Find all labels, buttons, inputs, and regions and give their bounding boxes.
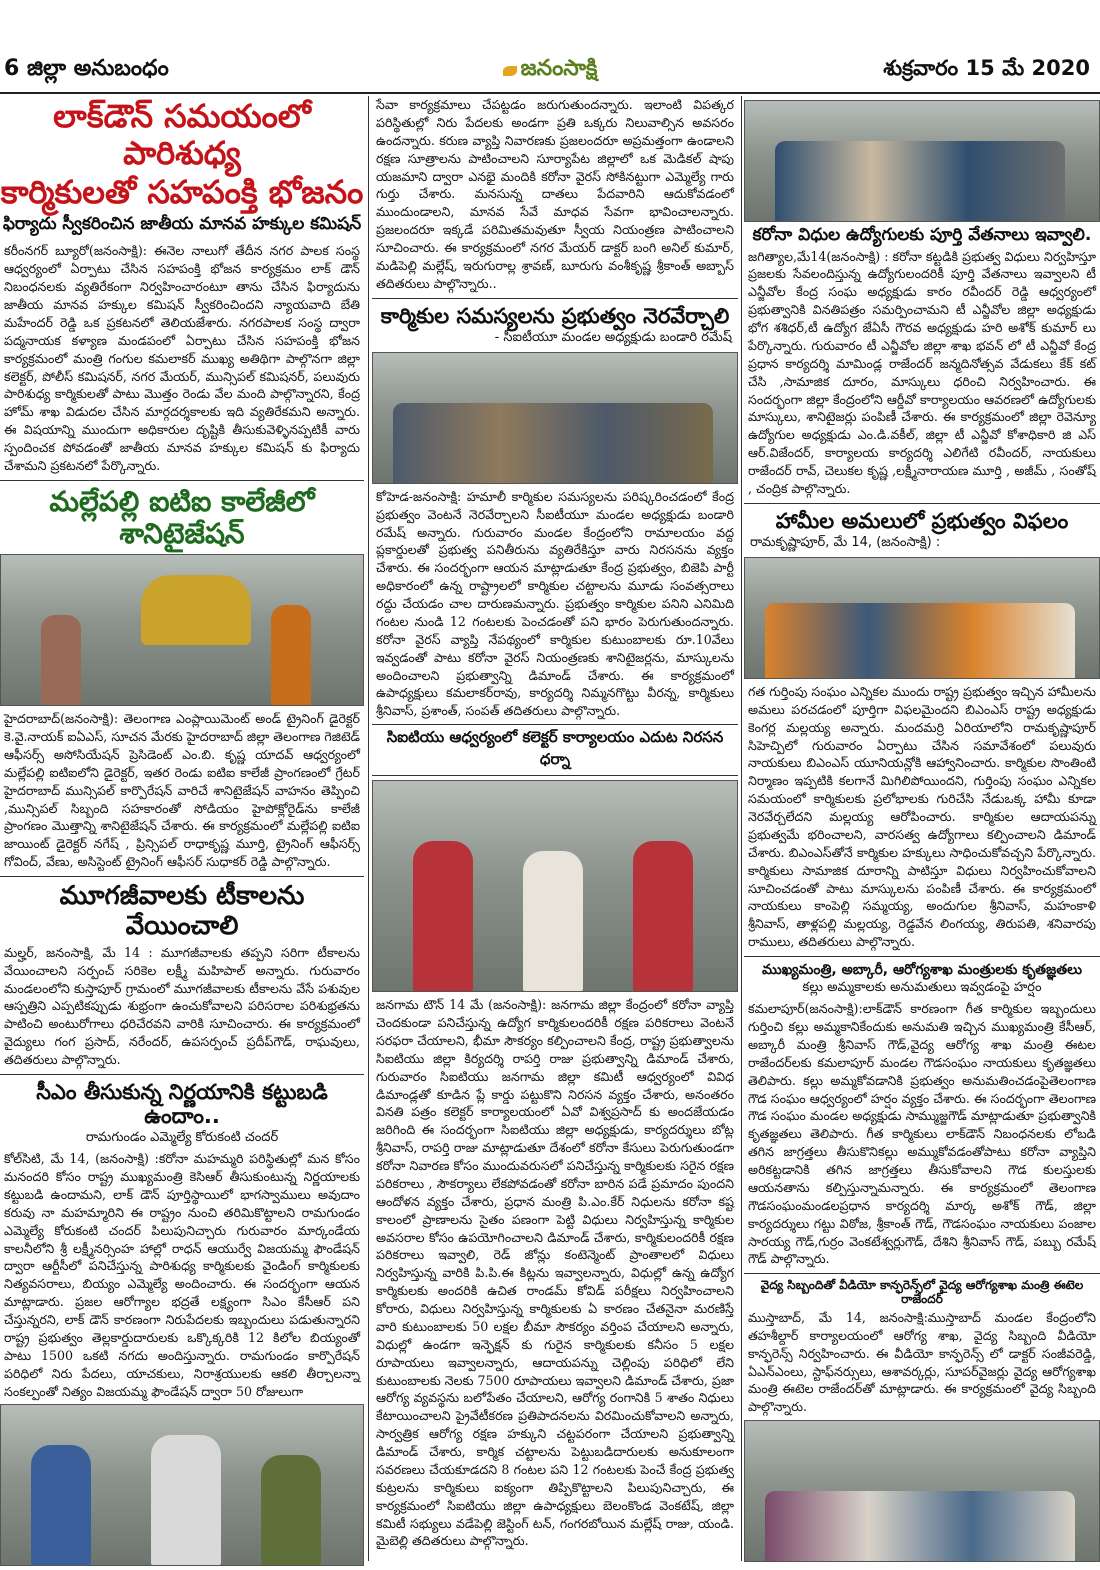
video-conference-photo [744, 1420, 1100, 1562]
headline-5-sub: - సీఐటీయూ మండల అధ్యక్షుడు బండారి రమేష్ [494, 329, 732, 345]
logo-text: జనంసాక్షి [520, 56, 598, 81]
article-7-body: జగిత్యాల,మే14(జనంసాక్షి) : కరోనా కట్టడికి ప్రభుత్వ విధులు నిర్వహిస్తూ ప్రజలకు సేవలందిస్తున్న ఉద్యోగులందరికీ పూర్తి వేతనాలు ఇవ్వాలని టీ ఎన్జీవోల కేంద్ర సంఘ అధ్యక్షుడు కారం రవీందర్ రెడ్డి ఆధ్వర్యంలో ప్రభుత్వానికి వినతిపత్రం సమర్పించామని టీ ఎన్జీవోల జిల్లా అధ్యక్షుడు భోగ శశిధర్,టీ ఉద్యోగ జేఏసీ గౌరవ అధ్యక్షుడు హరి అశోక్ కుమార్ లు పేర్కొన్నారు. గురువారం టీ ఎన్జీవోల జిల్లా శాఖ భవన్ లో టీ ఎన్జీవో కేంద్ర ప్రధాన కార్యదర్శి మామిండ్ల రాజేందర్ జన్మదినోత్సవ వేడుకలు కేక్ కట్ చేసి ,సామాజిక దూరం, మాస్కులు ధరించి నిర్వహించారు. ఈ సందర్భంగా జిల్లా కేంద్రంలోని ఆర్డీవో కార్యాలయం ఆవరణలో ఉద్యోగులకు మాస్కులు, శానిటైజర్లు పంపిణీ చేశారు. ఈ కార్యక్రమంలో జిల్లా రెవెన్యూ ఉద్యోగుల అధ్యక్షుడు ఎం.డి.వకీల్, జిల్లా టీ ఎన్జీవో కోశాధికారి జి ఎస్ ఆర్.విజేందర్, కార్యాలయ కార్యదర్శి ఎలిగేటి రవీందర్, నాయకులు రాజేందర్ రావ్, చెలుకల కృష్ణ ,లక్ష్మీనారాయణ మూర్తి , అజీమ్ , సంతోష్ , చంద్రిక పాల్గొన్నారు. [748, 248, 1096, 496]
article-10-body: ముస్తాబాద్, మే 14, జనంసాక్షి:ముస్తాబాద్ మండల కేంద్రంలోని తహశీల్దార్ కార్యాలయంలో ఆరోగ్య శాఖ, వైద్య సిబ్బంది వీడియో కాన్ఫరెన్స్ నిర్వహించారు. ఈ వీడియో కాన్ఫరెన్స్ లో డాక్టర్ సంజీవరెడ్డి, ఏఎన్ఎంలు, స్టాఫ్‌నర్సులు, ఆశావర్కర్లు, సూపర్‌వైజర్లు వైద్య ఆరోగ్యశాఖ మంత్రి ఈటెల రాజేందర్‌తో మాట్లాడారు. ఈ కార్యక్రమంలో వైద్య సిబ్బంది పాల్గొన్నారు. [748, 1309, 1096, 1415]
column-2 [372, 96, 738, 1550]
divider [744, 956, 1100, 957]
tanker-shape [141, 575, 251, 645]
collector-office-photo [372, 780, 738, 992]
divider [0, 1074, 364, 1075]
headline-5: కార్మికుల సమస్యలను ప్రభుత్వం నెరవేర్చాలి [380, 303, 730, 328]
masthead [0, 50, 1100, 94]
person-shape [41, 615, 81, 705]
article-9-body: కమలాపూర్(జనంసాక్షి):లాక్‌డౌన్ కారణంగా గీత కార్మికుల ఇబ్బందులు గుర్తించి కల్లు అమ్మకానికేందుకు అనుమతి ఇచ్చిన ముఖ్యమంత్రి కేసీఆర్, అబ్కారీ మంత్రి శ్రీనివాస్ గౌడ్,వైద్య ఆరోగ్య శాఖ మంత్రి ఈటల రాజేందర్‌లకు కమలాపూర్ మండల గౌడసంఘం నాయకులు కృతజ్ఞతలు తెలిపారు. కల్లు అమ్మకోవడానికి ప్రభుత్వం అనుమతించడంపైతెలంగాణ గౌడ సంఘం ఆధ్వర్యంలో హర్షం వ్యక్తం చేశారు. ఈ సందర్భంగా తెలంగాణ గౌడ సంఘం మండల అధ్యక్షుడు సామ్ముజ్జగౌడ్ మాట్లాడుతూ ప్రభుత్వానికి కృతజ్ఞతలు తెలిపారు. గీత కార్మికులు లాక్‌డౌన్ నిబంధనలకు లోబడి తగిన జాగ్రత్తలు తీసుకొనికల్లు అమ్ముకోవడంతోపాటు కరోనా వ్యాప్తిని అరికట్టడానికి తగిన జాగ్రత్తలు తీసుకోవాలని గౌడ కులస్తులకు ఆయనతాను కల్పిస్తున్నామన్నారు. ఈ కార్యక్రమంలో తెలంగాణ గౌడసంఘంమండలప్రధాన కార్యదర్శి మార్క అశోక్ గౌడ్, జిల్లా కార్యదర్శులు గట్టు విఠోజ, శ్రీకాంత్ గౌడ్, గౌడసంఘం నాయకులు పంజాల సారయ్య గౌడ్,గుర్రం వెంకటేశ్వర్లుగౌడ్, దేశిని శ్రీనివాస్ గౌడ్, పబ్బు రమేష్ గౌడ్ పాల్గొన్నారు. [748, 1001, 1096, 1267]
article-1-body: కరీంనగర్ బ్యూరో(జనంసాక్షి): ఈనెల నాలుగో తేదీన నగర పాలక సంస్థ ఆధ్వర్యంలో ఏర్పాటు చేసిన సహపంక్తి భోజన కార్యక్రమం లాక్ డౌన్ నిబంధనలకు వ్యతిరేకంగా నిర్వహించారంటూ తాను చేసిన ఫిర్యాదును జాతీయ మానవ హక్కుల కమిషన్ స్వీకరించిందని న్యాయవాది బేతి మహేందర్ రెడ్డి ఒక ప్రకటనలో తెలియజేశారు. నగరపాలక సంస్థ ద్వారా పద్మనాయక కళ్యాణ మండపంలో ఏర్పాటు చేసిన సహపంక్తి భోజన కార్యక్రమంలో మంత్రి గంగుల కమలాకర్ ముఖ్య అతిథిగా పాల్గొనగా జిల్లా కలెక్టర్, పోలీస్ కమిషనర్, నగర మేయర్, మున్సిపల్ కమిషనర్, పలువురు పారిశుధ్య కార్మికులతో పాటు మొత్తం రెండు వేల మంది పాల్గొన్నారని, కేంద్ర హోమ్ శాఖ విడుదల చేసిన మార్గదర్శకాలకు ఇది వ్యతిరేకమని అన్నారు. ఈ విషయాన్ని ముందుగా అధికారుల దృష్టికి తీసుకువెళ్ళినప్పటికీ వారు స్పందించక పోవడంతో జాతీయ మానవ హక్కుల కమిషన్ కు ఫిర్యాదు చేశామని ప్రకటనలో పేర్కొన్నారు. [4, 243, 360, 473]
sanitization-photo [0, 554, 364, 706]
article-2-body: హైదరాబాద్(జనంసాక్షి): తెలంగాణ ఎంప్లాయిమెంట్ అండ్ ట్రైనింగ్ డైరెక్టర్ కె.వై.నాయక్ ఐఏఎస్, సూచన మేరకు హైదరాబాద్ జిల్లా తెలంగాణ గెజిటెడ్ ఆఫీసర్స్ అసోసియేషన్ ప్రెసిడెంట్ ఎం.బి. కృష్ణ యాదవ్ ఆధ్వర్యంలో మల్లేపల్లి ఐటిఐలోని డైరెక్టర్, ఇతర రెండు ఐటిఐ కాలేజీ ప్రాంగణంలో గ్రేటర్ హైదరాబాద్ మున్సిపల్ కార్పొరేషన్ వారిచే శానిటైజేషన్ వాహనం తెప్పించి ,మున్సిపల్ సిబ్బంది సహకారంతో సోడియం హైపోక్లోరైడ్‌ను కాలేజీ ప్రాంగణం మొత్తాన్ని శానిటైజేషన్ చేశారు. ఈ కార్యక్రమంలో మల్లేపల్లి ఐటిఐ జాయింట్ డైరెక్టర్ నగేష్ , ప్రిన్సిపల్ రాధాకృష్ణ మూర్తి, ట్రైనింగ్ ఆఫీసర్స్ గోవింద్, వేణు, అసిస్టెంట్ ట్రైనింగ్ ఆఫీసర్ సుధాకర్ రెడ్డి పాల్గొన్నారు. [4, 711, 360, 870]
person-shape [413, 841, 473, 991]
group-shape [393, 403, 713, 483]
group-shape [775, 141, 1065, 221]
divider [0, 480, 364, 481]
column-3 [744, 96, 1100, 1566]
headline-1-line-1: లాక్‌డౌన్ సమయంలో పారిశుధ్య [53, 97, 311, 172]
article-6-body: జనగామ టౌన్ 14 మే (జనంసాక్షి): జనగామ జిల్లా కేంద్రంలో కరోనా వ్యాప్తి చెందకుండా పనిచేస్తున్న ఉద్యోగ కార్మికులందరికీ రక్షణ పరికరాలు వెంటనే సరఫరా చేయాలని, భీమా సౌకర్యం కల్పించాలని కేంద్ర, రాష్ట్ర ప్రభుత్వాలను సిఐటియు జిల్లా కిర్యదర్శి రాపర్తి రాజు ప్రభుత్వాన్ని డిమాండ్ చేశారు, గురువారం సిఐటియు జనగామ జిల్లా కమిటీ ఆధ్వర్యంలో వివిధ డిమాండ్లతో కూడిన ప్లే కార్డు పట్టుకొని నిరసన వ్యక్తం చేశారు, అనంతరం వినతి పత్రం కలెక్టర్ కార్యాలయంలో ఏవో విశ్వప్రసాద్ కు అందజేయడం జరిగింది ఈ సందర్భంగా సిఐటియు జిల్లా అధ్యక్షుడు, కార్యదర్శులు బోట్ల శ్రీనివాస్, రాపర్తి రాజు మాట్లాడుతూ దేశంలో కరోనా కేసులు పెరుగుతుండగా కరోనా నివారణ కోసం ముందువరుసలో పనిచేస్తున్న కార్మికులకు సరైన రక్షణ పరికరాలు , సౌకర్యాలు లేకపోవడంతో కరోనా బారిన పడే ప్రమాదం పుందని ఆందోళన వ్యక్తం చేశారు, ప్రధాన మంత్రి పి.ఎం.కేర్ నిధులను కరోనా కష్ట కాలంలో ప్రాణాలను సైతం పణంగా పెట్టి విధులు నిర్వహిస్తున్న కార్మికుల అవసరాల కోసం ఉపయోగించాలని డిమాండ్ చేశారు, కార్మికులందరికీ రక్షణ పరికరాలు ఇవ్వాలి, రెడ్ జోన్లు కంటెన్మెంట్ ప్రాంతాలలో విధులు నిర్వహిస్తున్న వారికి పి.పి.ఈ కిట్లను ఇవ్వాలన్నారు, విధుల్లో ఉన్న ఉద్యోగ కార్మికులకు అందరికి ఉచిత రాండమ్ కోవిడ్ పరీక్షలు నిర్వహించాలని కోరారు, విధులు నిర్వహిస్తున్న కార్మికులకు ఏ కారణం చేతనైనా మరణిస్తే వారి కుటుంబాలకు 50 లక్షల బీమా సౌకర్యం వర్తింప చేయాలని అన్నారు, విధుల్లో ఉండగా ఇన్ఫెక్షన్ కు గురైన కార్మికులకు కనీసం 5 లక్షల రూపాయలు ఇవ్వాలన్నారు, ఆదాయపన్ను చెల్లింపు పరిధిలో లేని కుటుంబాలకు నెలకు 7500 రూపాయలు ఇవ్వాలని డిమాండ్ చేశారు, ప్రజా ఆరోగ్య వ్యవస్థను బలోపేతం చేయాలని, ఆరోగ్య రంగానికి 5 శాతం నిధులు కేటాయించాలని ప్రైవేటీకరణ ప్రతిపాదనలను విరమించుకోవాలని అన్నారు, సార్వత్రిక ఆరోగ్య రక్షణ హక్కుని చట్టపరంగా చేయాలని ప్రభుత్వాన్ని డిమాండ్ చేశారు, కార్మిక చట్టాలను పెట్టుబడిదారులకు అనుకూలంగా సవరణలు చేయకూడదని 8 గంటల పని 12 గంటలకు పెంచే కేంద్ర ప్రభుత్వ కుట్రలను కార్మికులు ఐక్యంగా తిప్పికొట్టాలని పిలుపునిచ్చారు, ఈ కార్యక్రమంలో సిఐటియు జిల్లా ఉపాధ్యక్షులు బెలంకొండ వెంకటేష్, జిల్లా కమిటీ సభ్యులు వడేపెల్లి జెస్టింగ్ టన్, గంగరబోయిన మల్లేష్ రాజు, యండి. మైబెల్లి తదితరులు పాల్గొన్నారు. [376, 997, 734, 1549]
group-shape [765, 603, 1075, 678]
person-shape [523, 851, 583, 991]
headline-4-sub: రామగుండం ఎమ్మెల్యే కోరుకంటి చందర్ [85, 1130, 279, 1146]
headline-9-sub: కల్లు అమ్మకాలకు అనుమతులు ఇవ్వడంపై హర్షం [802, 980, 1042, 996]
person-shape [271, 605, 311, 705]
column-divider [368, 96, 369, 1561]
group-shape [765, 1491, 1075, 1561]
person-shape [633, 841, 693, 991]
headline-4: సీఎం తీసుకున్న నిర్ణయానికి కట్టుబడి ఉందాం.. [36, 1079, 328, 1129]
logo [480, 52, 620, 88]
article-4-body: కోల్‌సిటి, మే 14, (జనంసాక్షి) :కరోనా మహమ్మరి పరిస్థితుల్లో మన కోసం మనందరి కోసం రాష్ట్ర ముఖ్యమంత్రి కెసిఆర్ తీసుకుంటున్న నిర్ణయాలకు కట్టుబడి ఉందామని, లాక్ డౌన్ పూర్తిస్థాయిలో భాగస్వాములు అవుదాం కరువు నా మహమ్మారిని ఈ రాష్ట్రం నుంచి తరిమికొట్టాలని రామగుండం ఎమ్మెల్యే కోరుకంటి చందర్ పిలుపునిచ్చారు గురువారం మార్కండేయ కాలనీలోని శ్రీ లక్ష్మీనర్సింహ హాల్లో రాధన్ ఆయుర్వే విజయమ్మ ఫౌండేషన్ ద్వారా ఆర్టీసీలో పనిచేస్తున్న పారిశుధ్య కార్మికులకు వైండింగ్ కార్మికులకు నిత్యవసరాలు, బియ్యం ఎమ్మెల్యే అందించారు. ఈ సందర్భంగా ఆయన మాట్లాడారు. ప్రజల ఆరోగ్యాల భద్రతే లక్ష్యంగా సిఎం కేసీఆర్ పని చేస్తున్నరని, లాక్ డౌన్ కారణంగా నిరుపేదలకు ఇబ్బందులు పడుతున్నారని రాష్ట్ర ప్రభుత్వం తెల్లకార్డుదారులకు ఒక్కొక్కరికి 12 కిలోల బియ్యంతో పాటు 1500 ఒకటి నగదు అందిస్తున్నారు. రామగుండం కార్పొరేషన్ పరిధిలో నిరు పేదలు, యాచకులు, నిరాశ్రయులకు ఆకలి తీర్చాలన్నా సంకల్పంతో నిత్యం విజయమ్మ ఫౌండేషన్ ద్వారా 50 రోజులుగా [4, 1151, 360, 1399]
article-4-continued: సేవా కార్యక్రమాలు చేపట్టడం జరుగుతుందన్నారు. ఇలాంటి విపత్కర పరిస్థితుల్లో నిరు పేదలకు అండగా ప్రతి ఒక్కరు నిలువాల్సిన అవసరం ఉందన్నారు. కరుణ వ్యాప్తి నివారణకు ప్రజలందరూ అప్రమత్తంగా ఉండాలని రక్షణ సూత్రాలను పాటించాలని సూర్యాపేట జిల్లాలో ఒక మెడికల్ షాపు యజమాని ద్వారా ఎనభై మందికి కరోనా వైరస్ సోకినట్టుగా ఎమ్మెల్యే గారు గుర్తు చేశారు. మనసున్న దాతలు పేదవారిని ఆదుకోవడంలో ముందుండాలని, మానవ సేవే మాధవ సేవగా భావించాలన్నారు. ప్రజలందరూ ఇక్కడే పరిమితమవుతూ స్వీయ నియంత్రణ పాటించాలని సూచించారు. ఈ కార్యక్రమంలో నగర మేయర్ డాక్టర్ బంగి అనిల్ కుమార్, మడిపెల్లి మల్లేష్, ఇరుగురాల్ల శ్రావణ్, బూరుగు వంశీకృష్ణ శ్రీకాంత్ అబ్బాస్ తదితరులు పాల్గొన్నారు.. [376, 97, 734, 291]
headline-7: కరోనా విధుల ఉద్యోగులకు పూర్తి వేతనాలు ఇవ్వాలి. [752, 225, 1092, 245]
article-3-body: మల్హర్, జనంసాక్షి, మే 14 : మూగజీవాలకు తప్పని సరిగా టీకాలను వేయించాలని సర్పంచ్ సరికెల లక్ష్మీ మహిపాల్ అన్నారు. గురువారం మండలంలోని కుస్తాపూర్ గ్రామంలో మూగజీవాలకు టీకాలను వేసే పశువుల ఆస్పత్రిని ఎప్పటికప్పుడు శుభ్రంగా ఉంచుకోవాలని పరిసరాల పరిశుభ్రతను పాటించి అంటురోగాలు ధరిచేరవని వారికి సూచించారు. ఈ కార్యక్రమంలో వైద్యులు గంగ ప్రసాద్, నరేందర్, ఉపసర్పంచ్ ప్రదీప్‌గౌడ్, రాఘవులు, తదితరులు పాల్గొన్నారు. [4, 944, 360, 1068]
headline-8-sub: రామకృష్ణాపూర్, మే 14, (జనంసాక్షి) : [750, 534, 941, 550]
divider [0, 876, 364, 877]
page-label: 6 జిల్లా అనుబంధం [4, 56, 169, 81]
employees-photo [744, 100, 1100, 222]
headline-2: మల్లేపల్లి ఐటిఐ కాలేజీలో శానిటైజేషన్ [49, 484, 315, 550]
bms-photo [744, 557, 1100, 679]
headline-9: ముఖ్యమంత్రి, అబ్కారీ, ఆరోగ్యశాఖ మంత్రులకు కృతజ్ఞతలు [762, 962, 1082, 979]
divider [372, 298, 738, 299]
headline-10: వైద్య సిబ్బందితో వీడియో కాన్ఫరెన్స్‌లో వైద్య ఆరోగ్యశాఖ మంత్రి ఈటెల రాజేందర్ [760, 1278, 1084, 1307]
distribution-photo [0, 1404, 364, 1566]
column-1 [0, 96, 364, 1570]
headline-8: హామీల అమలులో ప్రభుత్వం విఫలం [775, 508, 1069, 533]
divider [744, 1273, 1100, 1274]
column-divider [741, 96, 742, 1561]
headline-6: సిఐటియు ఆధ్వర్యంలో కలెక్టర్ కార్యాలయం ఎదుట నిరసన ధర్నా [372, 724, 738, 776]
leaf-icon [503, 66, 517, 76]
protest-photo [372, 352, 738, 484]
issue-date: శుక్రవారం 15 మే 2020 [883, 56, 1090, 80]
headline-1-line-2: కార్మికులతో సహపంక్తి భోజనం [0, 172, 364, 211]
person-shape [151, 1435, 221, 1565]
person-shape [31, 1445, 91, 1565]
divider [744, 503, 1100, 504]
headline-3: మూగజీవాలకు టీకాలను వేయించాలి [59, 881, 305, 941]
headline-1-sub: ఫిర్యాదు స్వీకరించిన జాతీయ మానవ హక్కుల కమిషన్ [2, 214, 362, 235]
article-5-body: కోహెడ-జనంసాక్షి: హమాలీ కార్మికుల సమస్యలను పరిష్కరించడంలో కేంద్ర ప్రభుత్వం వెంటనే నెరవేర్చాలని సీఐటీయూ మండల అధ్యక్షుడు బండారి రమేష్ అన్నారు. గురువారం మండల కేంద్రంలోని రామాలయం వద్ద ప్లకార్డులతో ప్రభుత్వ పనితీరును వ్యతిరేకిస్తూ వారు నిరసనను వ్యక్తం చేశారు. ఈ సందర్భంగా ఆయన మాట్లాడుతూ కేంద్ర ప్రభుత్వం, బిజెపి పార్టీ అధికారంలో ఉన్న రాష్ట్రాలలో కార్మికుల చట్టాలను మూడు సంవత్సరాలు రద్దు చేయడం చాల దారుణమన్నారు. ప్రభుత్వం కార్మికుల పనిని ఎనిమిది గంటల నుండి 12 గంటలకు పెంచడంతో పని భారం పెరుగుతుందన్నారు. కరోనా వైరస్ వ్యాప్తి నేపథ్యంలో కార్మికుల కుటుంబాలకు రూ.10వేలు ఇవ్వడంతో పాటు కరోనా వైరస్ నియంత్రణకు శానిటైజర్లను, మాస్కులను అందించాలని ప్రభుత్వాన్ని డిమాండ్ చేశారు. ఈ కార్యక్రమంలో ఉపాధ్యక్షులు కమలాకర్‌రావు, కార్యదర్శి నిమ్మనగొట్టు వీరన్న, కార్మికులు శ్రీనివాస్, ప్రశాంత్, సంపత్ తదితరులు పాల్గొన్నారు. [376, 488, 734, 719]
person-shape [261, 1455, 321, 1565]
article-8-body: గత గుర్తింపు సంఘం ఎన్నికల ముందు రాష్ట్ర ప్రభుత్వం ఇచ్చిన హామీలను అమలు పరచడంలో పూర్తిగా విఫలమైందని బిఎంఎస్ రాష్ట్ర అధ్యక్షుడు కెంగర్ల మల్లయ్య అన్నారు. మందమర్రి ఏరియాలోని రామకృష్ణాపూర్ సిహెచ్పిలో గురువారం ఏర్పాటు చేసిన సమావేశంలో పలువురు నాయకులు బిఎంఎస్ యూనియన్లోకి ఆహ్వానించారు. కార్మికుల సొంతింటి నిర్మాణం ఇప్పటికి కలగానే మిగిలిపోయిందని, గుర్తింపు సంఘం ఎన్నికల సమయంలో కార్మికులకు ప్రలోభాలకు గురిచేసి నేడుఒక్క హామీ కూడా నెరవేర్చలేదని మల్లయ్య ఆరోపించారు. కార్మికుల ఆదాయపన్ను ప్రభుత్వమే భరించాలని, వారసత్వ ఉద్యోగాలు కల్పించాలని డిమాండ్ చేశారు. బిఎంఎస్‌తోనే కార్మికుల హక్కులు సాధించుకోవచ్చని పేర్కొన్నారు. కార్మికులు సామాజిక దూరాన్ని పాటిస్తూ విధులు నిర్వహించుకోవాలని సూచించడంతో పాటు మాస్కులను పంపిణీ చేశారు. ఈ కార్యక్రమంలో నాయకులు కాంపెల్లి సమ్మయ్య, అందుగుల శ్రీనివాస్, మహంకాళి శ్రీనివాస్, తాళ్లపల్లి మల్లయ్య, రెడ్డవేన లింగయ్య, తిరుపతి, శనివారపు రాములు, తదితరులు పాల్గొన్నారు. [748, 683, 1096, 950]
